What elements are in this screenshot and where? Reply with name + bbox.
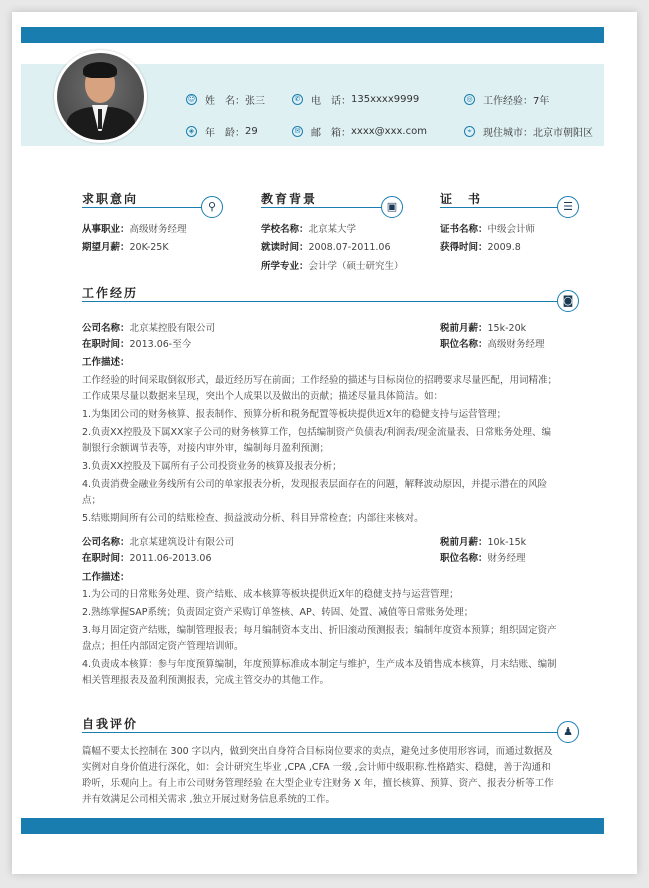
info-age bbox=[186, 124, 258, 139]
list-item: 5.结账期间所有公司的结账检查、损益波动分析、科目异常检查；内部往来核对。 bbox=[82, 513, 424, 524]
job1-description bbox=[82, 373, 560, 529]
job-salary-label: 税前月薪： bbox=[440, 537, 488, 548]
education-time bbox=[261, 239, 391, 253]
self-title: 自我评价 bbox=[82, 717, 139, 731]
list-item: 3.负责XX控股及下属所有子公司投资业务的核算及报表分析； bbox=[82, 461, 342, 472]
job1-company bbox=[82, 320, 215, 334]
period-value: 2011.06-2013.06 bbox=[129, 553, 212, 564]
education-title: 教育背景 bbox=[261, 192, 318, 206]
age-icon: ◈ bbox=[186, 126, 197, 137]
age-label: 年 龄： bbox=[205, 128, 245, 139]
company-label: 公司名称： bbox=[82, 537, 130, 548]
list-item: 2.熟练掌握SAP系统；负责固定资产采购订单签核、AP、转固、处置、减值等日常账务处理； bbox=[82, 607, 474, 618]
list-item: 4.负责消费金融业务线所有公司的单家报表分析，发现报表层面存在的问题，解释波动原因，并提示潜在的风险点； bbox=[82, 479, 548, 506]
job1-salary bbox=[440, 320, 526, 334]
job-salary-value: 15k-20k bbox=[487, 323, 527, 334]
info-phone bbox=[292, 92, 419, 107]
job1-position bbox=[440, 336, 545, 350]
period-label: 在职时间： bbox=[82, 339, 130, 350]
company-value: 北京某控股有限公司 bbox=[129, 323, 216, 334]
name-value: 张三 bbox=[245, 96, 265, 107]
school-value: 北京某大学 bbox=[308, 224, 357, 235]
education-school bbox=[261, 221, 356, 235]
company-value: 北京某建筑设计有限公司 bbox=[129, 537, 235, 548]
certificate-title: 证 书 bbox=[440, 192, 483, 206]
phone-value: 135xxxx9999 bbox=[351, 94, 420, 105]
city-value: 北京市朝阳区 bbox=[533, 128, 593, 139]
cert-date-label: 获得时间： bbox=[440, 242, 488, 253]
cert-name-label: 证书名称： bbox=[440, 224, 488, 235]
email-label: 邮 箱： bbox=[311, 128, 351, 139]
list-item: 2.负责XX控股及下属XX家子公司的财务核算工作，包括编制资产负债表/利润表/现金流量表、日常账务处理、编制银行余额调节表等，对接内审外审，编制每月盈利预测； bbox=[82, 427, 551, 454]
job2-description bbox=[82, 587, 560, 691]
position-value: 财务经理 bbox=[487, 553, 526, 564]
info-city bbox=[464, 124, 593, 139]
job1-period bbox=[82, 336, 191, 350]
company-label: 公司名称： bbox=[82, 323, 130, 334]
salary-label: 期望月薪： bbox=[82, 242, 130, 253]
job-salary-value: 10k-15k bbox=[487, 537, 527, 548]
bottom-accent-bar bbox=[21, 818, 604, 834]
avatar-tie bbox=[98, 109, 102, 129]
major-label: 所学专业： bbox=[261, 261, 309, 272]
job2-position bbox=[440, 550, 526, 564]
intent-title: 求职意向 bbox=[82, 192, 139, 206]
phone-label: 电 话： bbox=[311, 96, 351, 107]
search-person-icon: ⚲ bbox=[201, 196, 223, 218]
avatar-photo bbox=[57, 53, 144, 140]
cert-name-value: 中级会计师 bbox=[487, 224, 536, 235]
period-value: 2013.06-至今 bbox=[129, 339, 192, 350]
job-label: 从事职业： bbox=[82, 224, 130, 235]
user-icon: ☺ bbox=[187, 95, 196, 103]
info-experience bbox=[464, 92, 549, 107]
list-item: 工作经验的时间采取倒叙形式，最近经历写在前面；工作经验的描述与目标岗位的招聘要求尽量匹配，用词精准；工作成果尽量以数据来呈现，突出个人成果以及做出的贡献；描述尽量具体简洁。如： bbox=[82, 375, 558, 402]
certificate-name bbox=[440, 221, 535, 235]
location-icon: ⌖ bbox=[464, 126, 475, 137]
education-divider bbox=[261, 207, 383, 208]
list-item: 1.为公司的日常账务处理、资产结账、成本核算等板块提供近X年的稳健支持与运营管理； bbox=[82, 589, 459, 600]
intent-salary bbox=[82, 239, 169, 253]
job2-company bbox=[82, 534, 234, 548]
intent-job bbox=[82, 221, 187, 235]
city-label: 现住城市： bbox=[483, 128, 533, 139]
info-email bbox=[292, 124, 427, 139]
list-item: 4.负责成本核算：参与年度预算编制，年度预算标准成本制定与维护，生产成本及销售成本核算，月末结账、编制相关管理报表及盈利预测报表，完成主管交办的其他工作。 bbox=[82, 659, 557, 686]
avatar bbox=[54, 50, 147, 143]
top-accent-bar bbox=[21, 27, 604, 43]
certificate-icon: ☰ bbox=[557, 196, 579, 218]
list-item: 1.为集团公司的财务核算、报表制作、预算分析和税务配置等板块提供近X年的稳健支持与运营管理； bbox=[82, 409, 507, 420]
position-value: 高级财务经理 bbox=[487, 339, 545, 350]
phone-icon: ✆ bbox=[292, 94, 303, 105]
intent-divider bbox=[82, 207, 210, 208]
experience-label: 工作经验： bbox=[483, 96, 533, 107]
work-title: 工作经历 bbox=[82, 286, 139, 300]
book-icon: ▣ bbox=[381, 196, 403, 218]
self-divider bbox=[82, 732, 558, 733]
study-time-label: 就读时间： bbox=[261, 242, 309, 253]
mail-icon: ✉ bbox=[292, 126, 303, 137]
email-value: xxxx@xxx.com bbox=[351, 126, 427, 137]
age-value: 29 bbox=[245, 126, 258, 137]
info-name bbox=[186, 92, 265, 107]
certificate-divider bbox=[440, 207, 558, 208]
experience-icon: ◎ bbox=[464, 94, 475, 105]
job2-desc-label: 工作描述： bbox=[82, 572, 130, 583]
period-label: 在职时间： bbox=[82, 553, 130, 564]
camera-icon: ◙ bbox=[557, 290, 579, 312]
person-icon: ♟ bbox=[557, 721, 579, 743]
work-divider bbox=[82, 301, 558, 302]
study-time-value: 2008.07-2011.06 bbox=[308, 242, 391, 253]
certificate-date bbox=[440, 239, 521, 253]
job1-desc-label: 工作描述： bbox=[82, 357, 130, 368]
experience-value: 7年 bbox=[533, 96, 550, 107]
self-text bbox=[82, 744, 560, 810]
school-label: 学校名称： bbox=[261, 224, 309, 235]
avatar-hair bbox=[83, 62, 117, 78]
job2-period bbox=[82, 550, 212, 564]
list-item: 3.每月固定资产结账，编制管理报表；每月编制资本支出、折旧滚动预测报表；编制年度资本预算；组织固定资产盘点；担任内部固定资产管理培训师。 bbox=[82, 625, 557, 652]
name-label: 姓 名： bbox=[205, 96, 245, 107]
job-salary-label: 税前月薪： bbox=[440, 323, 488, 334]
cert-date-value: 2009.8 bbox=[487, 242, 521, 253]
salary-value: 20K-25K bbox=[129, 242, 169, 253]
job-value: 高级财务经理 bbox=[129, 224, 187, 235]
education-major bbox=[261, 258, 404, 272]
major-value: 会计学（硕士研究生） bbox=[308, 261, 404, 272]
job2-salary bbox=[440, 534, 526, 548]
self-paragraph: 篇幅不要太长控制在 300 字以内，做到突出自身符合目标岗位要求的卖点，避免过多使用形容词，而通过数据及实例对自身价值进行深化，如：会计研究生毕业 ,CPA ,CFA 一级 ,会计师中级职称.性格踏实、稳健，善于沟通和聆听，乐观向上。有上市公司财务管理经验 在大型企业专注财务 X 年，擅长核算、预算、资产、报表分析等工作并有效满足公司相关需求 ,独立开展过财务信息系统的工作。 bbox=[82, 746, 554, 805]
position-label: 职位名称： bbox=[440, 553, 488, 564]
position-label: 职位名称： bbox=[440, 339, 488, 350]
